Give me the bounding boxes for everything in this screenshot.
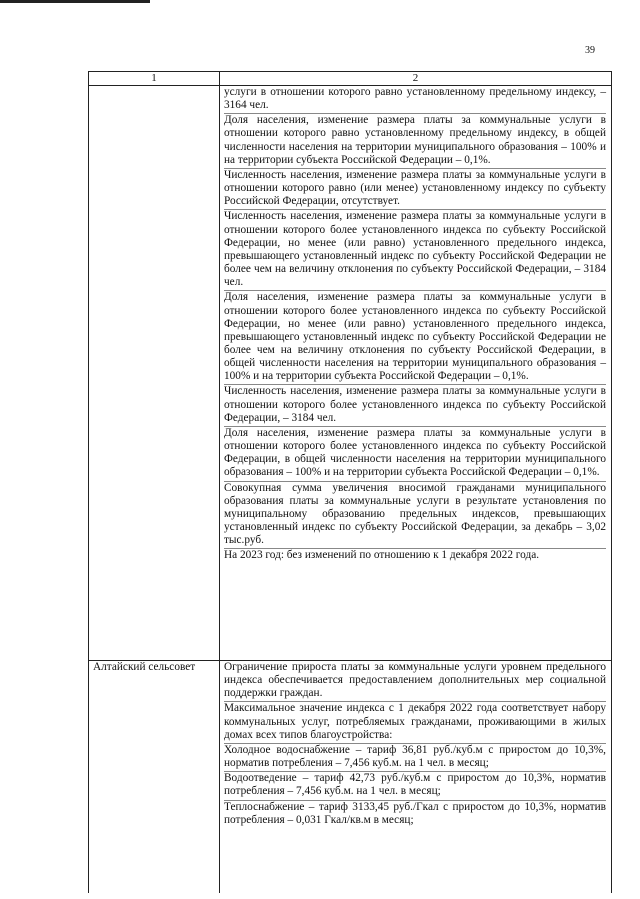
row-content-cell — [220, 86, 612, 661]
paragraph: Численность населения, изменение размера платы за коммунальные услуги в отношении которого равно (или менее) установленному индексу по субъекту Российской Федерации, отсутствует. — [224, 169, 606, 210]
document-table — [88, 71, 612, 893]
column-header-1: 1 — [89, 72, 220, 86]
paragraph: услуги в отношении которого равно установленному предельному индексу, – 3164 чел. — [224, 86, 606, 114]
paragraph: Теплоснабжение – тариф 3133,45 руб./Гкал с приростом до 10,3%, норматив потребления – 0,031 Гкал/кв.м в месяц; — [224, 800, 606, 826]
top-edge-line — [0, 0, 150, 3]
paragraph: Доля населения, изменение размера платы за коммунальные услуги в отношении которого более установленного индекса по субъекту Российской Федерации, но менее (или равно) установленного предельного индекса, превышающего установленный индекс по субъекту Российской Федерации не более чем на величину отклонения по субъекту Российской Федерации, в общей численности населения на территории муниципального образования – 100% и на территории субъекта Российской Федерации – 0,1%. — [224, 291, 606, 385]
table-row — [89, 661, 612, 894]
paragraph: Максимальное значение индекса с 1 декабря 2022 года соответствует набору коммунальных услуг, потребляемых гражданами, проживающими в жилых домах всех типов благоустройства: — [224, 702, 606, 743]
column-header-2: 2 — [220, 72, 612, 86]
row-content-cell — [220, 661, 612, 894]
paragraph: Водоотведение – тариф 42,73 руб./куб.м с приростом до 10,3%, норматив потребления – 7,456 куб.м. на 1 чел. в месяц; — [224, 772, 606, 800]
paragraph: Холодное водоснабжение – тариф 36,81 руб./куб.м с приростом до 10,3%, норматив потребления – 7,456 куб.м. на 1 чел. в месяц; — [224, 744, 606, 772]
paragraph: На 2023 год: без изменений по отношению к 1 декабря 2022 года. — [224, 549, 540, 562]
paragraph: Доля населения, изменение размера платы за коммунальные услуги в отношении которого более установленного индекса по субъекту Российской Федерации, в общей численности населения на территории муниципального образования – 100% и на территории субъекта Российской Федерации – 0,1%. — [224, 427, 606, 482]
paragraph: Совокупная сумма увеличения вносимой гражданами муниципального образования платы за коммунальные услуги в результате установления по муниципальному образованию предельных индексов, превышающих установленный индекс по субъекту Российской Федерации, за декабрь – 3,02 тыс.руб. — [224, 482, 606, 550]
paragraph: Доля населения, изменение размера платы за коммунальные услуги в отношении которого равно установленному предельному индексу, в общей численности населения на территории муниципального образования – 100% и на территории субъекта Российской Федерации – 0,1%. — [224, 114, 606, 169]
table-row — [89, 86, 612, 661]
paragraph: Ограничение прироста платы за коммунальные услуги уровнем предельного индекса обеспечивается предоставлением дополнительных мер социальной поддержки граждан. — [224, 661, 606, 702]
row-name-cell: Алтайский сельсовет — [89, 661, 220, 894]
table-header-row — [89, 72, 612, 86]
paragraph: Численность населения, изменение размера платы за коммунальные услуги в отношении которого более установленного индекса по субъекту Российской Федерации, – 3184 чел. — [224, 385, 606, 426]
page-number: 39 — [585, 45, 595, 56]
paragraph: Численность населения, изменение размера платы за коммунальные услуги в отношении которого более установленного индекса по субъекту Российской Федерации, но менее (или равно) установленного предельного индекса, превышающего установленный индекс по субъекту Российской Федерации не более чем на величину отклонения по субъекту Российской Федерации, – 3184 чел. — [224, 210, 606, 291]
row-name-cell — [89, 86, 220, 661]
